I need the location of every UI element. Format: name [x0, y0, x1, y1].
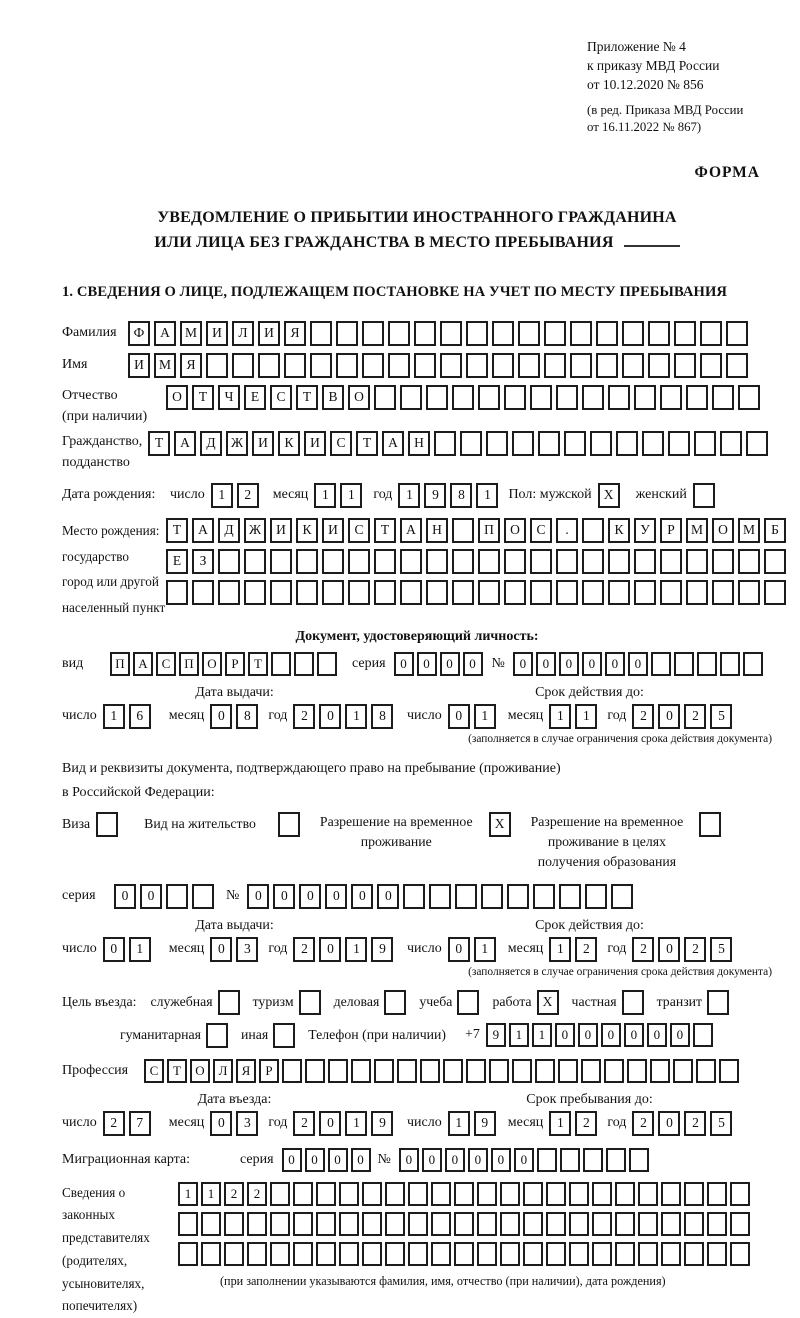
title-line-2: ИЛИ ЛИЦА БЕЗ ГРАЖДАНСТВА В МЕСТО ПРЕБЫВАНИЯ: [62, 231, 772, 256]
iddoc-valid-note: (заполняется в случае ограничения срока действия документа): [468, 732, 772, 745]
profession-label: Профессия: [62, 1062, 129, 1078]
purpose-private-checkbox: [622, 990, 648, 1015]
legal-representatives-cells: [178, 1182, 772, 1289]
surname-cells: Ф А М И Л И Я: [128, 321, 752, 346]
purpose-official-checkbox: [218, 990, 244, 1015]
birthplace-label: Место рождения: государство город или другой населенный пункт: [62, 522, 166, 615]
phone-cells: 9 1 1 0 0 0 0 0 0: [486, 1023, 716, 1047]
purpose-row: [62, 990, 772, 1015]
stay-day-cells: 1 9: [448, 1111, 500, 1136]
birthdate-row: [62, 483, 772, 508]
iddoc-valid-month-cells: 1 1: [549, 704, 601, 729]
edu-permit-checkbox: [699, 812, 725, 837]
iddoc-valid-year-cells: 2 0 2 5: [632, 704, 736, 729]
resdoc-valid-month-cells: 1 2: [549, 937, 601, 962]
resdoc-valid-note: (заполняется в случае ограничения срока действия документа): [468, 965, 772, 978]
migcard-series-cells: 0 0 0 0: [282, 1148, 374, 1172]
annex-line: к приказу МВД России: [587, 57, 720, 73]
iddoc-row: [62, 652, 772, 676]
annex-line: от 10.12.2020 № 856: [587, 76, 704, 92]
iddoc-type-label: вид: [62, 655, 84, 671]
resdoc-valid-year-cells: 2 0 2 5: [632, 937, 736, 962]
entry-year-cells: 2 0 1 9: [293, 1111, 397, 1136]
purpose-item-label: иная: [240, 1027, 269, 1043]
purpose-item-label: учеба: [419, 994, 453, 1010]
sex-male-label: Пол: мужской: [508, 487, 592, 503]
sex-female-checkbox: [693, 483, 719, 508]
purpose-study-checkbox: [457, 990, 483, 1015]
migration-card-row: [62, 1148, 772, 1172]
legal-note: (при заполнении указываются фамилия, имя, отчество (при наличии), дата рождения): [220, 1273, 666, 1288]
annex-note-line: (в ред. Приказа МВД России: [587, 102, 744, 117]
firstname-label: Имя: [62, 357, 88, 373]
iddoc-valid-header: Срок действия до:: [535, 684, 644, 700]
day-label: число: [170, 487, 205, 503]
birthplace-cells: [166, 518, 790, 611]
citizenship-row: [62, 431, 772, 473]
month-label: месяц: [272, 487, 309, 503]
resdoc-series-cells: 0 0: [114, 884, 218, 909]
purpose-item-label: гуманитарная: [120, 1027, 201, 1043]
resdoc-issue-header: Дата выдачи:: [195, 917, 274, 933]
entry-date-header: Дата въезда:: [197, 1091, 272, 1107]
resdoc-series-label: серия: [62, 888, 96, 904]
stay-until-header: Срок пребывания до:: [526, 1091, 653, 1107]
sex-male-checkbox: X: [598, 483, 624, 508]
migration-card-label: Миграционная карта:: [62, 1151, 191, 1167]
iddoc-type-cells: П А С П О Р Т: [110, 652, 340, 676]
purpose-item-label: туризм: [252, 994, 294, 1010]
purpose-transit-checkbox: [707, 990, 733, 1015]
surname-row: [62, 321, 772, 346]
annex-note-line: от 16.11.2022 № 867): [587, 119, 702, 134]
year-label: год: [373, 487, 393, 503]
legal-cells-row2: [178, 1212, 753, 1236]
resdoc-number-cells: 0 0 0 0 0 0: [247, 884, 637, 909]
purpose-item-label: работа: [492, 994, 532, 1010]
temp-permit-label: Разрешение на временное проживание: [319, 813, 473, 849]
entry-dates: Дата въезда: число 2 7 месяц 0 3 год 2 0 1 9 Срок пребывания до: число 1 9 месяц 1 2 год 2 0 2 5: [62, 1092, 772, 1136]
legal-cells-row3: [178, 1242, 753, 1266]
annex-line: Приложение № 4: [587, 39, 686, 54]
purpose-item-label: деловая: [333, 994, 380, 1010]
iddoc-issue-year-cells: 2 0 1 8: [293, 704, 397, 729]
stay-year-cells: 2 0 2 5: [632, 1111, 736, 1136]
iddoc-issue-header: Дата выдачи:: [195, 684, 274, 700]
visa-label: Виза: [62, 815, 91, 831]
birthplace-cells-row3: [166, 580, 790, 605]
purpose-row-2: [62, 1023, 772, 1048]
purpose-other-checkbox: [273, 1023, 299, 1048]
resdoc-issue-month-cells: 0 3: [210, 937, 262, 962]
forma-label: ФОРМА: [694, 164, 760, 182]
birthdate-label: Дата рождения:: [62, 487, 156, 503]
iddoc-number-label: №: [491, 655, 505, 671]
iddoc-issue-day-cells: 1 6: [103, 704, 155, 729]
birthplace-cells-row1: Т А Д Ж И К И С Т А Н П О С . К У Р М О М Б: [166, 518, 790, 543]
iddoc-number-cells: 0 0 0 0 0 0: [513, 652, 766, 676]
resdoc-issue-year-cells: 2 0 1 9: [293, 937, 397, 962]
section1-title: 1. СВЕДЕНИЯ О ЛИЦЕ, ПОДЛЕЖАЩЕМ ПОСТАНОВКЕ НА УЧЕТ ПО МЕСТУ ПРЕБЫВАНИЯ: [62, 283, 728, 300]
iddoc-series-label: серия: [352, 655, 386, 671]
legal-representatives-block: [62, 1182, 772, 1318]
purpose-humanitarian-checkbox: [206, 1023, 232, 1048]
migcard-series-label: серия: [240, 1151, 274, 1167]
purpose-item-label: транзит: [656, 994, 703, 1010]
migcard-number-cells: 0 0 0 0 0 0: [399, 1148, 652, 1172]
purpose-item-label: служебная: [150, 994, 213, 1010]
phone-label: Телефон (при наличии): [308, 1027, 447, 1043]
purpose-tourism-checkbox: [299, 990, 325, 1015]
citizenship-cells: Т А Д Ж И К И С Т А Н: [148, 431, 772, 456]
profession-cells: С Т О Л Я Р: [144, 1059, 742, 1083]
resdoc-valid-header: Срок действия до:: [535, 917, 644, 933]
birthplace-block: [62, 518, 779, 621]
residence-permit-label: Вид на жительство: [144, 815, 256, 831]
birth-day-cells: 1 2: [211, 483, 263, 508]
resdoc-issue-day-cells: 0 1: [103, 937, 155, 962]
permit-row: [62, 812, 772, 872]
resdoc-series-row: [62, 884, 772, 909]
resdoc-paragraph: Вид и реквизиты документа, подтверждающего право на пребывание (проживание) в Российской Федерации:: [62, 760, 561, 801]
patronymic-row: [62, 385, 772, 427]
iddoc-dates: Дата выдачи: число 1 6 месяц 0 8 год 2 0 1 8 Срок действия до: число 0 1 месяц 1 1 год 2 0 2 5 (заполняется в случае ограничения срока действия документа): [62, 684, 772, 745]
document-title: [62, 206, 772, 256]
iddoc-valid-day-cells: 0 1: [448, 704, 500, 729]
resdoc-number-label: №: [226, 888, 240, 904]
purpose-business-checkbox: [384, 990, 410, 1015]
firstname-cells: И М Я: [128, 353, 752, 378]
birth-year-cells: 1 9 8 1: [398, 483, 502, 508]
legal-cells-row1: 1 1 2 2: [178, 1182, 753, 1206]
sex-female-label: женский: [635, 487, 687, 503]
phone-prefix: +7: [465, 1027, 480, 1043]
firstname-row: [62, 353, 772, 378]
legal-representatives-label: Сведения о законных представителях (родителях, усыновителях, попечителях): [62, 1184, 150, 1314]
title-blank-line: [624, 234, 680, 247]
migcard-number-label: №: [377, 1151, 391, 1167]
purpose-label: Цель въезда:: [62, 994, 137, 1010]
birthplace-cells-row2: Е З: [166, 549, 790, 574]
entry-month-cells: 0 3: [210, 1111, 262, 1136]
stay-month-cells: 1 2: [549, 1111, 601, 1136]
temp-permit-checkbox: X: [489, 812, 515, 837]
patronymic-label: Отчество (при наличии): [62, 387, 148, 424]
iddoc-issue-month-cells: 0 8: [210, 704, 262, 729]
edu-permit-label: Разрешение на временное проживание в целях получения образования: [530, 813, 684, 869]
iddoc-series-cells: 0 0 0 0: [394, 652, 486, 676]
profession-row: [62, 1059, 772, 1083]
visa-checkbox: [96, 812, 122, 837]
purpose-item-label: частная: [571, 994, 617, 1010]
iddoc-header: Документ, удостоверяющий личность:: [295, 628, 539, 644]
entry-day-cells: 2 7: [103, 1111, 155, 1136]
resdoc-valid-day-cells: 0 1: [448, 937, 500, 962]
residence-permit-checkbox: [278, 812, 304, 837]
annex-header: [587, 38, 772, 136]
purpose-work-checkbox: X: [537, 990, 563, 1015]
birth-month-cells: 1 1: [314, 483, 366, 508]
title-line-1: УВЕДОМЛЕНИЕ О ПРИБЫТИИ ИНОСТРАННОГО ГРАЖДАНИНА: [157, 209, 677, 227]
surname-label: Фамилия: [62, 325, 117, 341]
citizenship-label: Гражданство, подданство: [62, 433, 143, 470]
resdoc-dates: Дата выдачи: число 0 1 месяц 0 3 год 2 0 1 9 Срок действия до: число 0 1 месяц 1 2 год 2 0 2 5 (заполняется в случае ограничения срока действия документа): [62, 917, 772, 978]
patronymic-cells: О Т Ч Е С Т В О: [166, 385, 764, 410]
